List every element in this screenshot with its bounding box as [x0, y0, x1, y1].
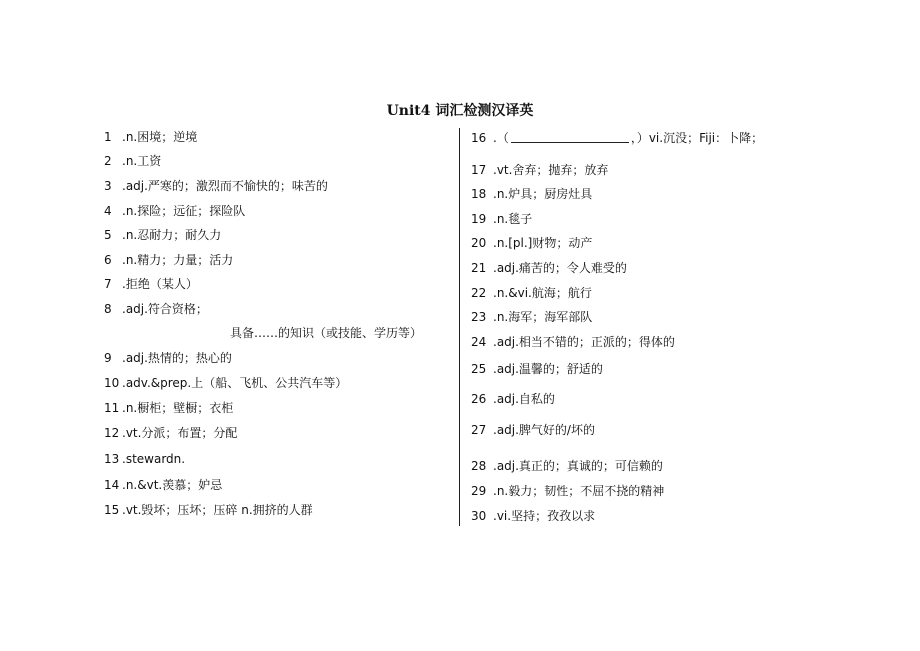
item-text: .n.工资	[122, 154, 162, 168]
item-text: .adj.温馨的；舒适的	[493, 362, 603, 376]
item-number: 22	[471, 286, 487, 300]
item-number: 20	[471, 236, 487, 250]
item-number: 3	[104, 179, 112, 193]
item-suffix: ，）vi.沉没；Fiji：卜降；	[630, 131, 764, 145]
item-text: .n.忍耐力；耐久力	[122, 228, 222, 242]
item-continuation: 具备……的知识（或技能、学历等）	[230, 326, 423, 340]
item-number: 12	[104, 426, 120, 440]
item-number: 18	[471, 187, 487, 201]
item-number: 27	[471, 423, 487, 437]
item-text: .adj.严寒的；激烈而不愉快的；味苦的	[122, 179, 328, 193]
list-item	[104, 426, 237, 440]
item-text: .adj.相当不错的；正派的；得体的	[493, 335, 675, 349]
item-number: 2	[104, 154, 112, 168]
item-number: 15	[104, 503, 120, 517]
item-number: 14	[104, 478, 120, 492]
list-item	[471, 261, 627, 275]
item-number: 16	[471, 131, 487, 145]
item-text: .n.精力；力量；活力	[122, 253, 234, 267]
list-item	[471, 423, 595, 437]
item-number: 25	[471, 362, 487, 376]
item-prefix: .（	[493, 131, 509, 145]
item-text: .n.困境；逆境	[122, 130, 198, 144]
item-number: 29	[471, 484, 487, 498]
list-item	[104, 130, 197, 144]
item-text: .n.&vi.航海；航行	[493, 286, 592, 300]
list-item	[104, 228, 221, 242]
list-item	[104, 452, 185, 466]
item-text: .拒绝（某人）	[122, 277, 198, 291]
item-text: .n.海军；海军部队	[493, 310, 593, 324]
item-text: .n.毯子	[493, 212, 533, 226]
item-number: 24	[471, 335, 487, 349]
item-number: 7	[104, 277, 112, 291]
list-item	[104, 401, 233, 415]
item-text: .n.炉具；厨房灶具	[493, 187, 593, 201]
item-text: .n.[pl.]财物；动产	[493, 236, 593, 250]
list-item	[104, 204, 245, 218]
list-item	[471, 484, 664, 498]
list-item	[471, 509, 595, 523]
item-text: .n.&vt.羡慕；妒忌	[122, 478, 223, 492]
item-number: 11	[104, 401, 120, 415]
item-number: 9	[104, 351, 112, 365]
list-item	[471, 131, 763, 145]
item-text: .vi.坚持；孜孜以求	[493, 509, 596, 523]
list-item	[471, 310, 592, 324]
list-item	[104, 503, 313, 517]
item-text: .vt.舍弃；抛弃；放弃	[493, 163, 609, 177]
list-item	[104, 179, 328, 193]
item-text: .vt.分派；布置；分配	[122, 426, 238, 440]
item-number: 26	[471, 392, 487, 406]
answer-blank[interactable]	[511, 131, 629, 143]
item-number: 6	[104, 253, 112, 267]
item-text: .vt.毁坏；压坏；压碎 n.拥挤的人群	[122, 503, 313, 517]
list-item	[471, 187, 592, 201]
item-number: 21	[471, 261, 487, 275]
item-text: .adj.热情的；热心的	[122, 351, 232, 365]
item-text: .adj.符合资格；	[122, 302, 208, 316]
list-item	[471, 163, 608, 177]
list-item	[471, 362, 603, 376]
item-number: 28	[471, 459, 487, 473]
item-number: 23	[471, 310, 487, 324]
list-item	[104, 277, 198, 291]
item-number: 17	[471, 163, 487, 177]
item-number: 13	[104, 452, 120, 466]
list-item	[471, 236, 592, 250]
list-item	[471, 286, 592, 300]
item-number: 4	[104, 204, 112, 218]
list-item	[471, 392, 555, 406]
item-text: .n.毅力；韧性；不屈不挠的精神	[493, 484, 665, 498]
item-text: .adv.&prep.上（船、飞机、公共汽车等）	[122, 376, 348, 390]
item-text: .adj.真正的；真诚的；可信赖的	[493, 459, 663, 473]
list-item	[471, 335, 675, 349]
list-item	[104, 154, 161, 168]
list-item	[471, 212, 532, 226]
item-number: 19	[471, 212, 487, 226]
page-title: Unit4 词汇检测汉译英	[386, 103, 534, 119]
item-number: 1	[104, 130, 112, 144]
item-number: 8	[104, 302, 112, 316]
item-number: 10	[104, 376, 120, 390]
list-item	[104, 376, 347, 390]
list-item	[104, 351, 232, 365]
item-text: .n.探险；远征；探险队	[122, 204, 246, 218]
list-item	[471, 459, 663, 473]
item-text: .adj.自私的	[493, 392, 555, 406]
item-text: .adj.脾气好的/坏的	[493, 423, 595, 437]
item-number: 30	[471, 509, 487, 523]
item-text: .n.橱柜；壁橱；衣柜	[122, 401, 234, 415]
item-text: .stewardn.	[122, 452, 186, 466]
list-item	[104, 253, 233, 267]
list-item	[104, 478, 222, 492]
column-divider	[459, 128, 460, 526]
item-number: 5	[104, 228, 112, 242]
item-text: .adj.痛苦的；令人难受的	[493, 261, 627, 275]
list-item	[104, 302, 208, 316]
